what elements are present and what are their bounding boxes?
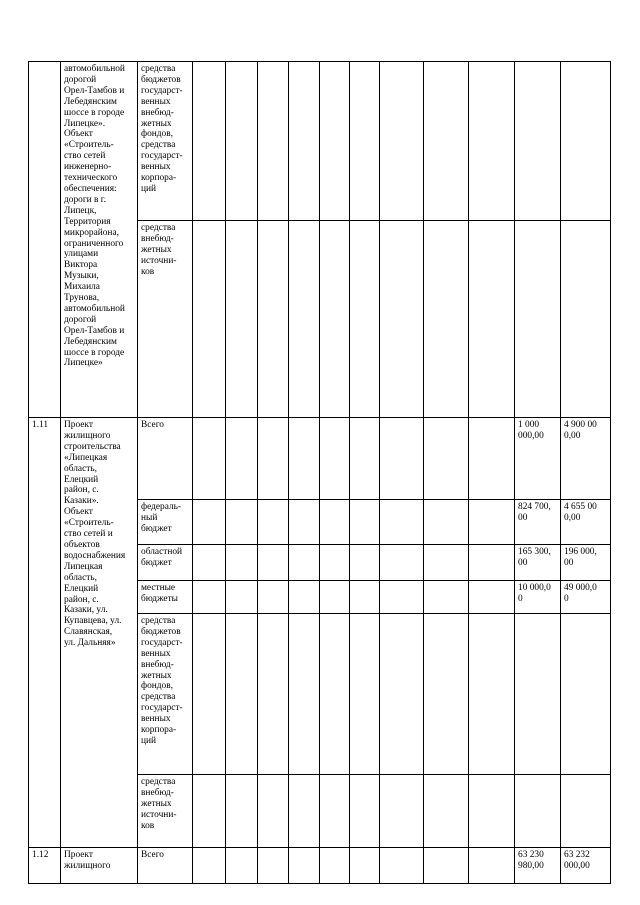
empty-year-cell xyxy=(320,848,350,884)
empty-year-cell xyxy=(226,62,258,221)
empty-year-cell xyxy=(258,775,289,848)
total-amount-cell xyxy=(561,62,611,221)
funding-source-cell xyxy=(138,500,193,545)
funding-source-cell xyxy=(138,545,193,581)
total-amount-cell xyxy=(561,614,611,775)
empty-year-cell xyxy=(380,62,424,221)
empty-year-cell xyxy=(380,221,424,418)
project-name-cell xyxy=(61,62,138,418)
empty-year-cell xyxy=(469,500,515,545)
empty-year-cell xyxy=(469,62,515,221)
empty-year-cell xyxy=(226,545,258,581)
empty-year-cell xyxy=(258,221,289,418)
funding-source-cell xyxy=(138,62,193,221)
amount-cell-text: 165 300, 00 xyxy=(518,547,551,568)
empty-year-cell xyxy=(469,848,515,884)
total-amount-cell xyxy=(561,775,611,848)
empty-year-cell xyxy=(320,500,350,545)
total-amount-cell xyxy=(561,221,611,418)
row-number-cell xyxy=(29,62,61,418)
project-name-cell-text: Проект жилищного xyxy=(64,850,111,871)
empty-year-cell xyxy=(350,848,380,884)
empty-year-cell xyxy=(193,62,226,221)
budget-table xyxy=(28,61,611,884)
row-number-cell xyxy=(29,418,61,848)
empty-year-cell xyxy=(289,775,320,848)
empty-year-cell xyxy=(289,62,320,221)
amount-cell xyxy=(515,500,561,545)
empty-year-cell xyxy=(469,221,515,418)
empty-year-cell xyxy=(380,581,424,614)
empty-year-cell xyxy=(226,614,258,775)
empty-year-cell xyxy=(424,848,469,884)
document-page xyxy=(28,61,610,884)
funding-source-cell xyxy=(138,221,193,418)
empty-year-cell xyxy=(320,418,350,500)
empty-year-cell xyxy=(469,418,515,500)
total-amount-cell-text: 63 232 000,00 xyxy=(564,850,590,871)
empty-year-cell xyxy=(226,848,258,884)
project-name-cell-text: автомобильной дорогой Орел-Тамбов и Лебедянским шоссе в городе Липецке». Объект «Строитель- ство сетей инженерно- технического обеспечения: дороги в г. Липецк, Территория микрорайона, ограниченного улицами Виктора Музыки, Михаила Трунова, автомобильной дорогой Орел-Тамбов и Лебедянским шоссе в городе Липецке» xyxy=(64,64,125,369)
empty-year-cell xyxy=(350,418,380,500)
table-row xyxy=(29,418,611,500)
empty-year-cell xyxy=(350,545,380,581)
empty-year-cell xyxy=(289,500,320,545)
empty-year-cell xyxy=(193,221,226,418)
total-amount-cell-text: 4 655 00 0,00 xyxy=(564,502,597,523)
row-number-cell-text: 1.12 xyxy=(32,850,49,860)
amount-cell xyxy=(515,221,561,418)
empty-year-cell xyxy=(258,418,289,500)
total-amount-cell xyxy=(561,545,611,581)
funding-source-cell xyxy=(138,775,193,848)
empty-year-cell xyxy=(320,62,350,221)
funding-source-cell-text: местные бюджеты xyxy=(141,583,178,604)
empty-year-cell xyxy=(380,614,424,775)
amount-cell xyxy=(515,614,561,775)
empty-year-cell xyxy=(424,500,469,545)
empty-year-cell xyxy=(289,545,320,581)
funding-source-cell xyxy=(138,848,193,884)
funding-source-cell xyxy=(138,581,193,614)
amount-cell-text: 1 000 000,00 xyxy=(518,420,544,441)
total-amount-cell-text: 49 000,0 0 xyxy=(564,583,597,604)
project-name-cell-text: Проект жилищного строительства «Липецкая область, Елецкий район, с. Казаки». Объект «Строитель- ство сетей и объектов водоснабжения Липецкая область, Елецкий район, с. Казаки, ул. Купавцева, ул. Славянская, ул. Дальняя» xyxy=(64,420,126,649)
funding-source-cell-text: федераль- ный бюджет xyxy=(141,502,182,534)
empty-year-cell xyxy=(193,581,226,614)
amount-cell xyxy=(515,545,561,581)
empty-year-cell xyxy=(424,418,469,500)
funding-source-cell-text: Всего xyxy=(141,420,164,430)
amount-cell-text: 10 000,0 0 xyxy=(518,583,551,604)
empty-year-cell xyxy=(226,581,258,614)
empty-year-cell xyxy=(289,418,320,500)
empty-year-cell xyxy=(226,418,258,500)
empty-year-cell xyxy=(258,62,289,221)
empty-year-cell xyxy=(469,545,515,581)
amount-cell xyxy=(515,775,561,848)
empty-year-cell xyxy=(258,500,289,545)
empty-year-cell xyxy=(424,614,469,775)
total-amount-cell xyxy=(561,500,611,545)
empty-year-cell xyxy=(258,581,289,614)
table-row xyxy=(29,848,611,884)
empty-year-cell xyxy=(350,775,380,848)
empty-year-cell xyxy=(193,500,226,545)
empty-year-cell xyxy=(320,775,350,848)
empty-year-cell xyxy=(193,614,226,775)
amount-cell xyxy=(515,418,561,500)
funding-source-cell-text: средства внебюд- жетных источни- ков xyxy=(141,223,177,277)
empty-year-cell xyxy=(226,221,258,418)
table-body xyxy=(29,62,611,884)
empty-year-cell xyxy=(380,848,424,884)
total-amount-cell xyxy=(561,418,611,500)
project-name-cell xyxy=(61,418,138,848)
empty-year-cell xyxy=(424,775,469,848)
empty-year-cell xyxy=(350,614,380,775)
empty-year-cell xyxy=(350,221,380,418)
empty-year-cell xyxy=(193,418,226,500)
table-row xyxy=(29,62,611,221)
empty-year-cell xyxy=(380,545,424,581)
project-name-cell xyxy=(61,848,138,884)
funding-source-cell-text: Всего xyxy=(141,850,164,860)
empty-year-cell xyxy=(226,775,258,848)
empty-year-cell xyxy=(380,500,424,545)
empty-year-cell xyxy=(350,500,380,545)
amount-cell-text: 63 230 980,00 xyxy=(518,850,544,871)
empty-year-cell xyxy=(289,848,320,884)
empty-year-cell xyxy=(380,418,424,500)
empty-year-cell xyxy=(258,545,289,581)
empty-year-cell xyxy=(320,614,350,775)
funding-source-cell-text: средства бюджетов государст- венных внебюд- жетных фондов, средства государст- венных корпора- ций xyxy=(141,616,183,746)
empty-year-cell xyxy=(380,775,424,848)
funding-source-cell-text: средства бюджетов государст- венных внебюд- жетных фондов, средства государст- венных корпора- ций xyxy=(141,64,183,194)
total-amount-cell xyxy=(561,848,611,884)
empty-year-cell xyxy=(289,581,320,614)
amount-cell xyxy=(515,848,561,884)
empty-year-cell xyxy=(424,581,469,614)
empty-year-cell xyxy=(193,545,226,581)
empty-year-cell xyxy=(469,581,515,614)
amount-cell xyxy=(515,581,561,614)
empty-year-cell xyxy=(289,614,320,775)
amount-cell-text: 824 700, 00 xyxy=(518,502,551,523)
funding-source-cell xyxy=(138,418,193,500)
row-number-cell xyxy=(29,848,61,884)
empty-year-cell xyxy=(320,545,350,581)
empty-year-cell xyxy=(469,775,515,848)
empty-year-cell xyxy=(320,221,350,418)
funding-source-cell-text: средства внебюд- жетных источни- ков xyxy=(141,777,177,831)
empty-year-cell xyxy=(193,775,226,848)
empty-year-cell xyxy=(350,581,380,614)
empty-year-cell xyxy=(226,500,258,545)
funding-source-cell-text: областной бюджет xyxy=(141,547,183,568)
empty-year-cell xyxy=(424,545,469,581)
empty-year-cell xyxy=(424,62,469,221)
empty-year-cell xyxy=(258,848,289,884)
total-amount-cell-text: 196 000, 00 xyxy=(564,547,597,568)
empty-year-cell xyxy=(289,221,320,418)
total-amount-cell-text: 4 900 00 0,00 xyxy=(564,420,597,441)
empty-year-cell xyxy=(469,614,515,775)
amount-cell xyxy=(515,62,561,221)
empty-year-cell xyxy=(350,62,380,221)
empty-year-cell xyxy=(320,581,350,614)
empty-year-cell xyxy=(258,614,289,775)
funding-source-cell xyxy=(138,614,193,775)
row-number-cell-text: 1.11 xyxy=(32,420,49,430)
total-amount-cell xyxy=(561,581,611,614)
empty-year-cell xyxy=(424,221,469,418)
empty-year-cell xyxy=(193,848,226,884)
